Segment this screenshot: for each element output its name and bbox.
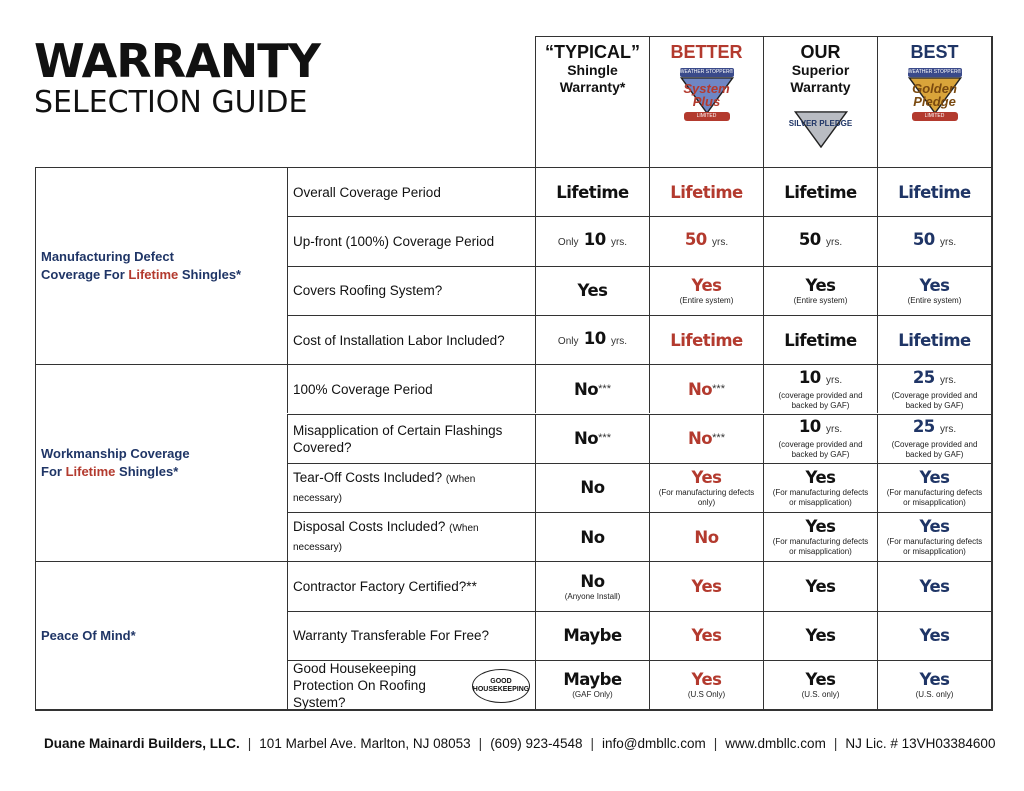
- group-label-line: Manufacturing Defect: [41, 249, 174, 265]
- value-cell: [535, 611, 649, 660]
- value-main: [806, 670, 836, 689]
- feature-label-text: Contractor Factory Certified?**: [293, 579, 477, 595]
- value-cell: [649, 611, 763, 660]
- value-note: (For manufacturing defects only): [658, 487, 755, 507]
- feature-cell: [287, 266, 535, 315]
- value-text: 10: [798, 417, 821, 437]
- value-text: Yes: [805, 517, 836, 537]
- feature-cell: [287, 611, 535, 660]
- value-cell: [649, 660, 763, 709]
- value-main: [563, 626, 621, 645]
- column-header-line: Shingle: [567, 62, 618, 78]
- value-cell: [535, 463, 649, 512]
- value-cell: [649, 561, 763, 610]
- column-header-line: Warranty*: [559, 79, 626, 95]
- value-prefix: Only: [557, 237, 579, 249]
- value-main: [556, 183, 628, 202]
- value-main: [806, 517, 836, 536]
- value-main: [574, 380, 611, 399]
- footer-license: NJ Lic. # 13VH03384600: [845, 736, 996, 751]
- value-text: 50: [798, 230, 821, 250]
- value-cell: [649, 266, 763, 315]
- table-right-border: [991, 36, 993, 711]
- value-suffix: yrs.: [712, 237, 729, 249]
- silver-pledge-wordmark: SILVER PLEDGE: [788, 119, 853, 128]
- feature-cell: [287, 216, 535, 265]
- value-cell: [535, 660, 649, 709]
- value-text: 10: [583, 230, 606, 250]
- value-suffix: yrs.: [940, 237, 957, 249]
- value-suffix: ***: [598, 432, 611, 445]
- value-main: [806, 276, 836, 295]
- value-cell: [763, 315, 877, 364]
- value-main: [920, 626, 950, 645]
- feature-label-text: Misapplication of Certain Flashings Covered?: [293, 422, 503, 455]
- group-label-part: Coverage For: [41, 267, 129, 283]
- value-main: [558, 329, 627, 351]
- value-cell: [649, 512, 763, 561]
- feature-cell: [287, 463, 535, 512]
- value-cell: [877, 364, 991, 413]
- value-main: [920, 670, 950, 689]
- feature-label: [293, 233, 494, 250]
- value-note: (For manufacturing defects or misapplication): [886, 487, 983, 507]
- value-text: Yes: [805, 626, 836, 646]
- feature-label: [293, 660, 473, 711]
- value-cell: [877, 266, 991, 315]
- feature-cell: [287, 364, 535, 413]
- value-cell: [877, 463, 991, 512]
- value-text: Lifetime: [784, 330, 857, 350]
- value-note: (Entire system): [679, 295, 734, 305]
- feature-label: [293, 578, 477, 595]
- value-main: [799, 230, 842, 252]
- value-text: 25: [912, 417, 935, 437]
- value-suffix: ***: [598, 382, 611, 395]
- value-text: No: [688, 429, 713, 449]
- value-suffix: ***: [712, 432, 725, 445]
- value-text: Lifetime: [784, 182, 857, 202]
- value-text: Maybe: [563, 626, 622, 646]
- value-note: (For manufacturing defects or misapplication): [886, 537, 983, 557]
- value-main: [692, 670, 722, 689]
- value-text: 50: [912, 230, 935, 250]
- value-cell: [877, 167, 991, 216]
- value-main: [920, 276, 950, 295]
- value-cell: [877, 216, 991, 265]
- value-suffix: yrs.: [940, 424, 957, 436]
- value-cell: [535, 315, 649, 364]
- footer-divider: |: [478, 736, 483, 751]
- footer-divider: |: [713, 736, 718, 751]
- feature-cell: [287, 561, 535, 610]
- feature-label-note: (When necessary): [293, 473, 476, 504]
- value-suffix: yrs.: [610, 237, 628, 249]
- group-label-text: [41, 248, 241, 284]
- value-main: [920, 517, 950, 536]
- footer-company: Duane Mainardi Builders, LLC.: [44, 736, 240, 751]
- value-main: [913, 417, 956, 439]
- good-housekeeping-seal-text: GOOD: [490, 677, 512, 685]
- value-text: No: [688, 379, 713, 399]
- footer-email: info@dmbllc.com: [602, 736, 706, 751]
- value-note: (Anyone Install): [564, 591, 621, 601]
- footer-divider: |: [833, 736, 838, 751]
- value-text: Yes: [691, 275, 722, 295]
- group-label-line: Peace Of Mind*: [41, 627, 136, 643]
- feature-label-text: Up-front (100%) Coverage Period: [293, 233, 495, 249]
- value-text: Lifetime: [556, 182, 629, 202]
- value-text: Yes: [919, 626, 950, 646]
- column-header: [649, 36, 763, 167]
- golden-pledge-ribbon: LIMITED WARRANTY: [912, 112, 958, 121]
- value-main: [920, 577, 950, 596]
- feature-label-text: Disposal Costs Included?: [293, 519, 446, 535]
- silver-pledge-badge-triangle: [795, 112, 846, 147]
- value-text: Lifetime: [898, 182, 971, 202]
- feature-label-note: (When necessary): [293, 523, 479, 554]
- group-label: [35, 167, 287, 364]
- column-header-line: OUR: [800, 42, 841, 62]
- value-note: (U.S. only): [801, 690, 840, 700]
- value-text: Yes: [805, 275, 836, 295]
- feature-label-text: 100% Coverage Period: [293, 381, 433, 397]
- table-bottom-border: [35, 709, 991, 711]
- value-cell: [763, 167, 877, 216]
- value-suffix: ***: [712, 382, 725, 395]
- value-main: [692, 626, 722, 645]
- value-main: [563, 670, 621, 689]
- value-main: [670, 331, 742, 350]
- value-cell: [535, 364, 649, 413]
- value-cell: [763, 660, 877, 709]
- feature-cell: [287, 414, 535, 463]
- feature-label: [293, 184, 441, 201]
- value-cell: [877, 414, 991, 463]
- column-header-line: Warranty: [790, 79, 851, 95]
- value-main: [799, 417, 842, 439]
- value-note: (For manufacturing defects or misapplication): [772, 487, 869, 507]
- value-text: No: [580, 571, 605, 591]
- feature-label-text: Tear-Off Costs Included?: [293, 469, 443, 485]
- group-label-part: For: [41, 464, 66, 480]
- value-main: [799, 368, 842, 390]
- value-note: (coverage provided and backed by GAF): [778, 440, 863, 460]
- value-main: [806, 626, 836, 645]
- value-text: No: [580, 478, 605, 498]
- system-plus-ribbon: LIMITED WARRANTY: [684, 112, 730, 121]
- group-label-part: Shingles*: [178, 267, 242, 283]
- value-main: [806, 577, 836, 596]
- column-header: [877, 36, 991, 167]
- value-main: [694, 528, 718, 547]
- group-label: [35, 561, 287, 709]
- footer-address: 101 Marbel Ave. Marlton, NJ 08053: [259, 736, 471, 751]
- value-text: Yes: [919, 517, 950, 537]
- value-main: [558, 230, 627, 252]
- value-cell: [877, 561, 991, 610]
- value-text: Yes: [691, 670, 722, 690]
- good-housekeeping-seal-icon: [472, 669, 530, 703]
- footer-divider: |: [590, 736, 595, 751]
- value-note: (coverage provided and backed by GAF): [778, 390, 863, 410]
- value-text: No: [574, 379, 599, 399]
- column-header-line: Superior: [791, 62, 850, 78]
- value-cell: [535, 512, 649, 561]
- value-text: Yes: [919, 577, 950, 597]
- value-text: Yes: [805, 670, 836, 690]
- feature-label-text: Cost of Installation Labor Included?: [293, 332, 505, 348]
- value-main: [685, 230, 728, 252]
- value-main: [578, 281, 608, 300]
- value-note: (Entire system): [907, 295, 962, 305]
- value-text: Lifetime: [670, 182, 743, 202]
- value-cell: [763, 463, 877, 512]
- value-note: (U.S. only): [915, 690, 954, 700]
- value-main: [670, 183, 742, 202]
- value-text: Yes: [691, 626, 722, 646]
- value-cell: [763, 512, 877, 561]
- value-suffix: yrs.: [610, 336, 628, 348]
- value-suffix: yrs.: [826, 424, 843, 436]
- silver-pledge-badge-shape: [792, 110, 850, 148]
- value-main: [913, 368, 956, 390]
- value-main: [692, 468, 722, 487]
- value-main: [574, 429, 611, 448]
- value-cell: [649, 216, 763, 265]
- column-header: [763, 36, 877, 167]
- value-text: 10: [798, 367, 821, 387]
- value-main: [580, 528, 604, 547]
- group-label-line: Workmanship Coverage: [41, 446, 190, 462]
- feature-label: [293, 422, 523, 456]
- golden-pledge-logo: [902, 68, 968, 130]
- value-main: [806, 468, 836, 487]
- value-note: (Coverage provided and backed by GAF): [891, 440, 978, 460]
- feature-cell: [287, 660, 535, 709]
- value-text: Lifetime: [898, 330, 971, 350]
- value-cell: [535, 216, 649, 265]
- value-main: [784, 331, 856, 350]
- column-header-line: BETTER: [670, 42, 743, 62]
- value-cell: [763, 216, 877, 265]
- value-note: (U.S Only): [687, 690, 726, 700]
- feature-label-text: Overall Coverage Period: [293, 184, 441, 200]
- silver-pledge-logo: [788, 102, 854, 164]
- value-cell: [649, 364, 763, 413]
- group-label: [35, 364, 287, 561]
- feature-label-text: Good Housekeeping Protection On Roofing System?: [293, 660, 426, 710]
- value-cell: [877, 660, 991, 709]
- good-housekeeping-seal-text: HOUSEKEEPING: [472, 685, 530, 693]
- value-main: [688, 380, 725, 399]
- value-cell: [763, 414, 877, 463]
- feature-label: [293, 381, 433, 398]
- value-cell: [877, 315, 991, 364]
- feature-label-text: Warranty Transferable For Free?: [293, 628, 490, 644]
- system-plus-wordmark: System Plus: [683, 81, 730, 109]
- value-prefix: Only: [557, 336, 579, 348]
- value-main: [913, 230, 956, 252]
- value-cell: [763, 364, 877, 413]
- column-header-line: “TYPICAL”: [544, 42, 640, 62]
- footer: [44, 736, 995, 751]
- value-cell: [763, 266, 877, 315]
- group-label-text: [41, 445, 190, 481]
- value-note: (GAF Only): [572, 690, 613, 700]
- value-suffix: yrs.: [826, 237, 843, 249]
- value-main: [784, 183, 856, 202]
- feature-label: [293, 518, 523, 556]
- system-plus-banner: WEATHER STOPPER®: [679, 69, 734, 75]
- value-text: Yes: [691, 577, 722, 597]
- group-label-text: [41, 627, 136, 645]
- group-label-highlight: Lifetime: [128, 267, 179, 283]
- system-plus-logo: [674, 68, 740, 130]
- column-header-line: BEST: [910, 42, 959, 62]
- value-cell: [535, 561, 649, 610]
- value-cell: [649, 315, 763, 364]
- golden-pledge-wordmark: Golden Pledge: [912, 81, 957, 109]
- value-cell: [649, 463, 763, 512]
- footer-phone: (609) 923-4548: [490, 736, 583, 751]
- value-text: Lifetime: [670, 330, 743, 350]
- footer-divider: |: [247, 736, 252, 751]
- footer-website: www.dmbllc.com: [725, 736, 826, 751]
- value-cell: [877, 512, 991, 561]
- page-subtitle: SELECTION GUIDE: [34, 85, 308, 120]
- feature-cell: [287, 315, 535, 364]
- feature-label: [293, 332, 505, 349]
- value-text: Yes: [805, 467, 836, 487]
- value-text: No: [580, 527, 605, 547]
- value-cell: [763, 611, 877, 660]
- value-suffix: yrs.: [826, 374, 843, 386]
- value-main: [692, 276, 722, 295]
- value-cell: [649, 167, 763, 216]
- value-text: Yes: [919, 467, 950, 487]
- value-text: No: [694, 527, 719, 547]
- value-cell: [535, 266, 649, 315]
- value-text: 10: [583, 329, 606, 349]
- group-label-part: Shingles*: [115, 464, 179, 480]
- feature-label: [293, 627, 489, 644]
- value-note: (Entire system): [793, 295, 848, 305]
- value-cell: [763, 561, 877, 610]
- feature-cell: [287, 167, 535, 216]
- golden-pledge-banner: WEATHER STOPPER®: [907, 69, 962, 75]
- value-suffix: yrs.: [940, 374, 957, 386]
- page-title: WARRANTY: [34, 34, 320, 88]
- value-text: Maybe: [563, 670, 622, 690]
- value-main: [580, 478, 604, 497]
- value-text: Yes: [919, 670, 950, 690]
- value-text: 50: [684, 230, 707, 250]
- value-cell: [649, 414, 763, 463]
- value-main: [692, 577, 722, 596]
- value-text: Yes: [919, 275, 950, 295]
- value-cell: [535, 414, 649, 463]
- value-cell: [535, 167, 649, 216]
- value-note: (Coverage provided and backed by GAF): [891, 390, 978, 410]
- value-text: No: [574, 429, 599, 449]
- value-text: Yes: [691, 467, 722, 487]
- value-text: Yes: [805, 577, 836, 597]
- column-header: [535, 36, 649, 167]
- value-cell: [877, 611, 991, 660]
- value-note: (For manufacturing defects or misapplication): [772, 537, 869, 557]
- value-main: [688, 429, 725, 448]
- value-main: [580, 572, 604, 591]
- value-main: [898, 183, 970, 202]
- value-text: Yes: [577, 281, 608, 301]
- feature-label: [293, 282, 442, 299]
- feature-cell: [287, 512, 535, 561]
- value-text: 25: [912, 367, 935, 387]
- feature-label: [293, 469, 523, 507]
- feature-label-text: Covers Roofing System?: [293, 283, 443, 299]
- value-main: [898, 331, 970, 350]
- group-label-highlight: Lifetime: [65, 464, 116, 480]
- value-main: [920, 468, 950, 487]
